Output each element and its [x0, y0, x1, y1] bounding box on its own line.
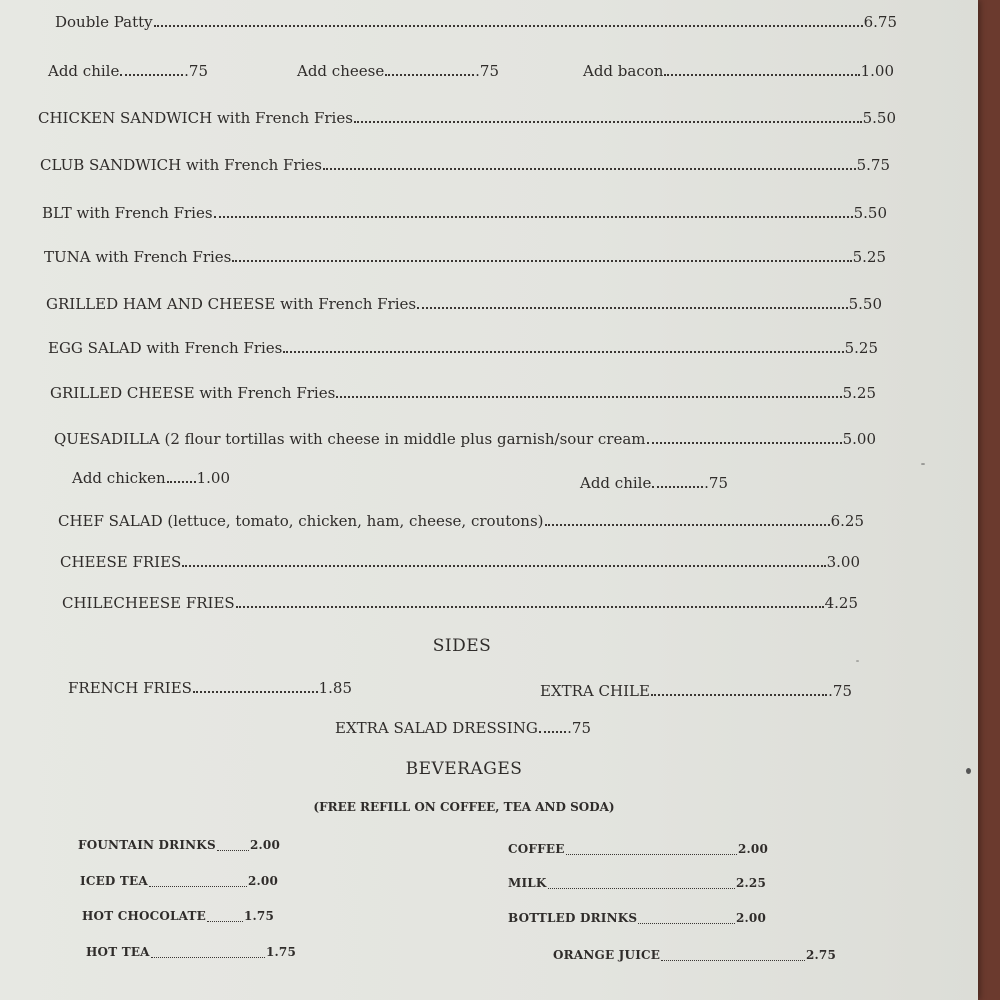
item-price: 5.50	[848, 295, 882, 313]
item-label: TUNA with French Fries	[44, 248, 232, 266]
item-price: 5.50	[862, 109, 896, 127]
beverage-label: FOUNTAIN DRINKS	[78, 838, 216, 852]
item-label: GRILLED CHEESE with French Fries	[50, 384, 336, 402]
item-label: QUESADILLA (2 flour tortillas with cheese in middle plus garnish/sour cream	[54, 430, 646, 448]
item-price: 4.25	[824, 594, 858, 612]
dot-leader	[417, 307, 847, 309]
side-item	[68, 679, 352, 697]
addon-label: Add chicken	[72, 469, 166, 487]
paper-speck	[921, 463, 925, 465]
side-item	[335, 719, 591, 737]
menu-item	[50, 384, 876, 402]
beverage-item	[553, 946, 836, 964]
item-price: 5.00	[842, 430, 876, 448]
beverage-item	[80, 872, 278, 890]
dot-leader	[323, 168, 856, 170]
item-price: 5.50	[853, 204, 887, 222]
item-label: BLT with French Fries	[42, 204, 213, 222]
side-label: FRENCH FRIES	[68, 679, 192, 697]
dot-leader	[385, 74, 474, 76]
dot-leader	[638, 923, 735, 924]
menu-addon	[583, 62, 894, 80]
addon-label: Add chile	[580, 474, 652, 492]
dot-leader	[217, 850, 249, 851]
menu-item	[48, 339, 878, 357]
item-price: 6.25	[830, 512, 864, 530]
beverage-label: ICED TEA	[80, 874, 148, 888]
item-price: 6.75	[863, 13, 897, 31]
dot-leader	[232, 260, 851, 262]
side-price: 1.85	[318, 679, 352, 697]
addon-price: 1.00	[196, 469, 230, 487]
side-label: EXTRA CHILE	[540, 682, 650, 700]
side-label: EXTRA SALAD DRESSING	[335, 719, 538, 737]
menu-item	[62, 594, 858, 612]
dot-leader	[120, 74, 183, 76]
item-label: CHICKEN SANDWICH with French Fries	[38, 109, 353, 127]
side-price: .75	[567, 719, 591, 737]
dot-leader	[539, 731, 566, 733]
item-label: CHEESE FRIES	[60, 553, 182, 571]
dot-leader	[283, 351, 843, 353]
beverage-label: BOTTLED DRINKS	[508, 911, 638, 925]
menu-item	[46, 295, 882, 313]
item-price: 5.75	[856, 156, 890, 174]
menu-addon	[580, 474, 728, 492]
beverage-price: 2.00	[737, 842, 768, 856]
menu-item	[38, 109, 896, 127]
item-label: Double Patty	[55, 13, 153, 31]
item-price: 3.00	[826, 553, 860, 571]
menu-item	[54, 430, 876, 448]
beverage-item	[86, 943, 296, 961]
addon-label: Add chile	[48, 62, 120, 80]
dot-leader	[545, 524, 830, 526]
item-label: CHILECHEESE FRIES	[62, 594, 235, 612]
beverage-label: ORANGE JUICE	[553, 948, 661, 962]
menu-addon	[72, 469, 230, 487]
dot-leader	[652, 486, 703, 488]
dot-leader	[651, 694, 827, 696]
beverage-item	[508, 840, 768, 858]
menu-item	[44, 248, 886, 266]
addon-price: .75	[704, 474, 728, 492]
dot-leader	[236, 606, 824, 608]
beverage-label: MILK	[508, 876, 547, 890]
dot-leader	[214, 216, 853, 218]
beverage-item	[508, 874, 766, 892]
item-price: 5.25	[844, 339, 878, 357]
dot-leader	[149, 886, 247, 887]
beverage-price: 2.00	[247, 874, 278, 888]
dot-leader	[154, 25, 863, 27]
item-price: 5.25	[842, 384, 876, 402]
beverage-price: 1.75	[243, 909, 274, 923]
dot-leader	[647, 442, 842, 444]
paper-speck	[856, 660, 859, 662]
addon-label: Add bacon	[583, 62, 664, 80]
beverage-price: 2.25	[735, 876, 766, 890]
side-price: .75	[828, 682, 852, 700]
menu-item	[55, 13, 897, 31]
menu-item	[42, 204, 887, 222]
beverage-item	[78, 836, 280, 854]
beverage-price: 1.75	[265, 945, 296, 959]
item-label: GRILLED HAM AND CHEESE with French Fries	[46, 295, 417, 313]
dot-leader	[661, 960, 805, 961]
dot-leader	[193, 691, 318, 693]
beverage-item	[508, 909, 766, 927]
item-label: EGG SALAD with French Fries	[48, 339, 283, 357]
addon-price: 1.00	[860, 62, 894, 80]
side-item	[540, 682, 852, 700]
beverage-price: 2.75	[805, 948, 836, 962]
beverage-label: HOT CHOCOLATE	[82, 909, 207, 923]
refill-note: (FREE REFILL ON COFFEE, TEA AND SODA)	[313, 800, 615, 814]
beverage-price: 2.00	[249, 838, 280, 852]
addon-label: Add cheese	[297, 62, 385, 80]
dot-leader	[566, 854, 737, 855]
dot-leader	[167, 481, 196, 483]
item-label: CHEF SALAD (lettuce, tomato, chicken, ham, cheese, croutons)	[58, 512, 544, 530]
sides-heading: SIDES	[432, 636, 492, 656]
dot-leader	[548, 888, 735, 889]
beverage-price: 2.00	[735, 911, 766, 925]
dot-leader	[151, 957, 265, 958]
dot-leader	[354, 121, 862, 123]
item-label: CLUB SANDWICH with French Fries	[40, 156, 322, 174]
beverages-heading: BEVERAGES	[405, 759, 523, 779]
beverage-label: HOT TEA	[86, 945, 150, 959]
addon-price: .75	[184, 62, 208, 80]
addon-price: .75	[475, 62, 499, 80]
menu-addon	[297, 62, 499, 80]
dot-leader	[336, 396, 841, 398]
beverage-item	[82, 907, 274, 925]
dot-leader	[182, 565, 825, 567]
item-price: 5.25	[852, 248, 886, 266]
menu-addon	[48, 62, 208, 80]
paper-speck	[966, 768, 971, 774]
dot-leader	[664, 74, 859, 76]
menu-item	[60, 553, 860, 571]
menu-item	[40, 156, 890, 174]
menu-item	[58, 512, 864, 530]
beverage-label: COFFEE	[508, 842, 565, 856]
dot-leader	[207, 921, 243, 922]
